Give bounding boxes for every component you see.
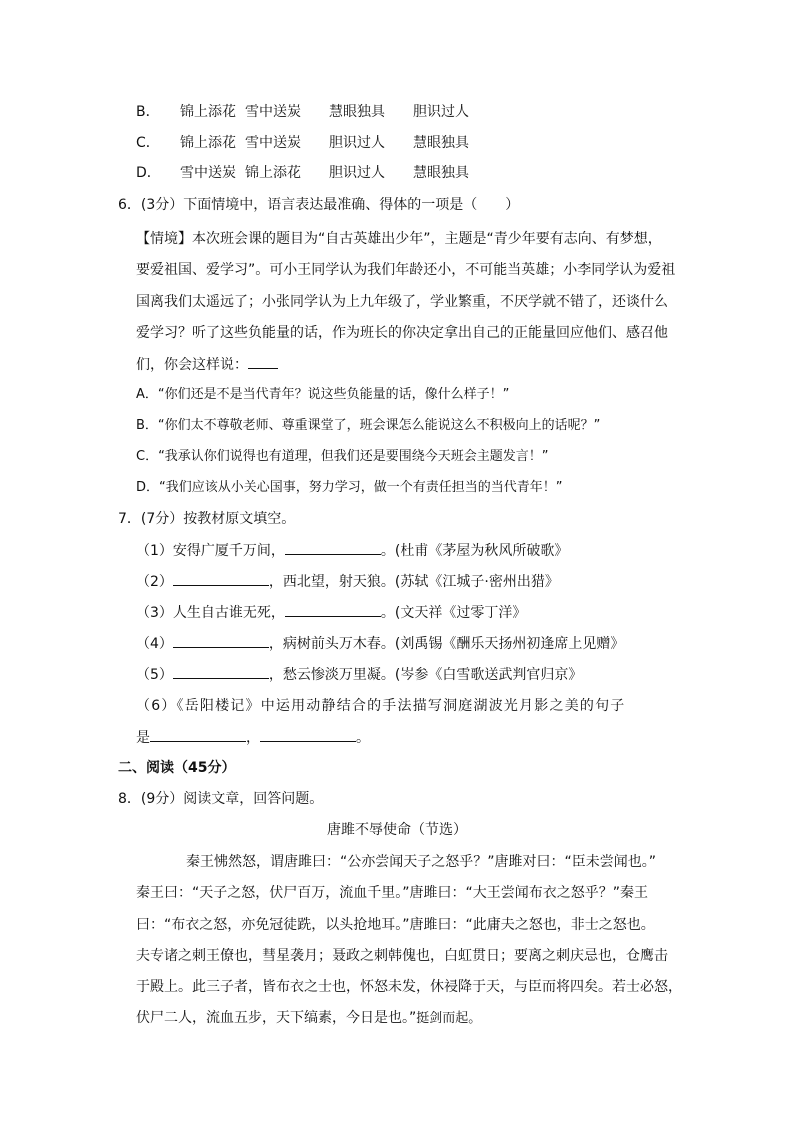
q6-context-line: 爱学习？听了这些负能量的话，作为班长的你决定拿出自己的正能量回应他们、感召他 xyxy=(136,325,668,341)
fill-blank[interactable] xyxy=(150,727,246,742)
q6-option-c: C．“我承认你们说得也有道理，但我们还是要围绕今天班会主题发言！” xyxy=(136,449,549,464)
q7-item-5: （5） ，愁云惨淡万里凝。(岑参《白雪歌送武判官归京》 xyxy=(136,664,582,685)
fill-blank[interactable] xyxy=(173,664,269,679)
q5-option-d: D． 雪中送炭 锦上添花 胆识过人 慧眼独具 xyxy=(136,165,469,181)
q5-option-c: C． 锦上添花 雪中送炭 胆识过人 慧眼独具 xyxy=(136,135,469,151)
q8-stem: 8．(9分）阅读文章，回答问题。 xyxy=(118,791,324,807)
passage-line: 曰：“布衣之怒，亦免冠徒跣，以头抢地耳。”唐雎曰：“此庸夫之怒也，非士之怒也。 xyxy=(136,917,655,933)
q5-option-b: B． 锦上添花 雪中送炭 慧眼独具 胆识过人 xyxy=(136,104,469,120)
passage-line-last: 伏尸二人，流血五步，天下缟素，今日是也。”挺剑而起。 xyxy=(136,1010,482,1026)
q7-item-6-blanks: 是 ， 。 xyxy=(136,727,370,748)
passage-line: 秦王曰：“天子之怒，伏尸百万，流血千里。”唐雎曰：“大王尝闻布衣之怒乎？”秦王 xyxy=(136,885,649,901)
fill-blank[interactable] xyxy=(285,540,381,555)
q7-item-4: （4） ，病树前头万木春。(刘禹锡《酬乐天扬州初逢席上见赠》 xyxy=(136,633,624,654)
passage-line: 秦王怫然怒，谓唐雎曰：“公亦尝闻天子之怒乎？”唐雎对曰：“臣未尝闻也。” xyxy=(186,854,657,870)
q7-item-3: （3）人生自古谁无死， 。(文天祥《过零丁洋》 xyxy=(136,602,526,623)
passage-line: 于殿上。此三子者，皆布衣之士也，怀怒未发，休祲降于天，与臣而将四矣。若士必怒， xyxy=(136,979,682,995)
section-heading: 二、阅读（45分） xyxy=(118,760,236,776)
q7-item-1: （1）安得广厦千万间， 。(杜甫《茅屋为秋风所破歌》 xyxy=(136,540,568,561)
q6-option-b: B．“你们太不尊敬老师、尊重课堂了，班会课怎么能说这么不积极向上的话呢？” xyxy=(136,418,601,433)
passage-line: 夫专诸之刺王僚也，彗星袭月；聂政之刺韩傀也，白虹贯日；要离之刺庆忌也，仓鹰击 xyxy=(136,948,668,964)
fill-blank[interactable] xyxy=(173,633,269,648)
passage-title: 唐雎不辱使命（节选） xyxy=(327,822,467,838)
q7-stem: 7．(7分）按教材原文填空。 xyxy=(118,511,296,527)
q6-option-a: A．“你们还是不是当代青年？说这些负能量的话，像什么样子！” xyxy=(136,387,510,402)
fill-blank[interactable] xyxy=(285,602,381,617)
q6-context-last: 们，你会这样说： xyxy=(136,354,278,375)
q6-context-line: 【情境】本次班会课的题目为“自古英雄出少年”，主题是“青少年要有志向、有梦想， xyxy=(136,231,662,247)
q6-context-line: 国离我们太遥远了；小张同学认为上九年级了，学业繁重，不厌学就不错了，还谈什么 xyxy=(136,294,668,310)
q6-stem: 6．(3分）下面情境中，语言表达最准确、得体的一项是（ ） xyxy=(118,197,520,213)
q6-answer-blank[interactable] xyxy=(248,354,278,369)
q7-item-6: （6）《岳阳楼记》中运用动静结合的手法描写洞庭湖波光月影之美的句子 xyxy=(136,698,626,714)
q6-context-line: 要爱祖国、爱学习”。可小王同学认为我们年龄还小，不可能当英雄；小李同学认为爱祖 xyxy=(136,262,676,278)
q7-item-2: （2） ，西北望，射天狼。(苏轼《江城子·密州出猎》 xyxy=(136,571,559,592)
fill-blank[interactable] xyxy=(260,727,356,742)
fill-blank[interactable] xyxy=(173,571,269,586)
q6-option-d: D．“我们应该从小关心国事，努力学习，做一个有责任担当的当代青年！” xyxy=(136,480,563,495)
